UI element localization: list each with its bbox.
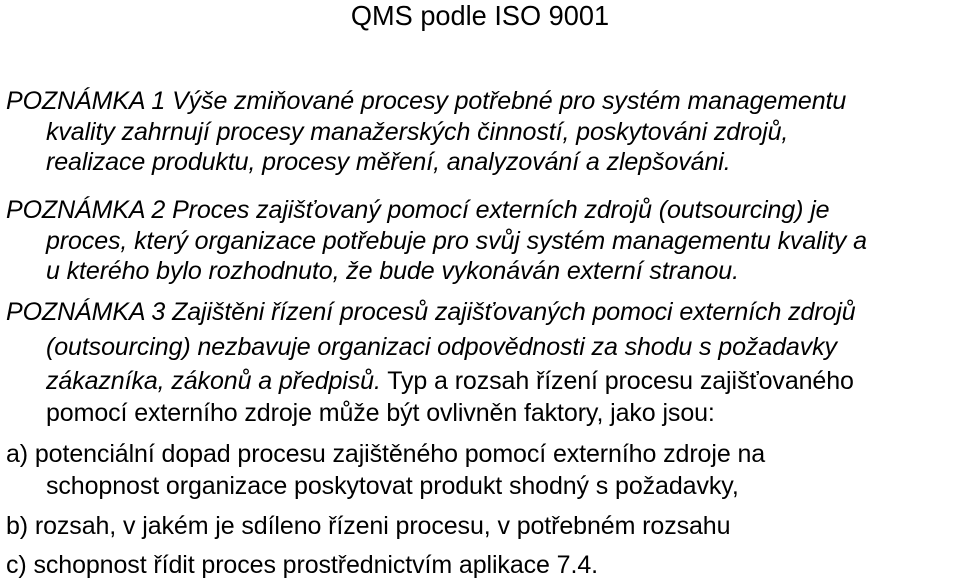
note-3-line-3-italic: zákazníka, zákonů a předpisů. <box>46 367 381 395</box>
note-3-line-2: (outsourcing) nezbavuje organizaci odpovědnosti za shodu s požadavky <box>46 333 837 361</box>
note-3-line-3-upright: Typ a rozsah řízení procesu zajišťovaného <box>380 367 854 395</box>
list-item-a-line-1: a) potenciální dopad procesu zajištěného pomocí externího zdroje na <box>6 440 766 468</box>
note-3-line-3 <box>46 366 854 396</box>
note-2-line-2: proces, který organizace potřebuje pro svůj systém managementu kvality a <box>46 227 867 255</box>
note-2-line-1: POZNÁMKA 2 Proces zajišťovaný pomocí externích zdrojů (outsourcing) je <box>6 196 830 224</box>
list-item-c: c) schopnost řídit proces prostřednictvím aplikace 7.4. <box>6 551 598 579</box>
note-1-line-1: POZNÁMKA 1 Výše zmiňované procesy potřebné pro systém managementu <box>6 87 847 115</box>
note-3-line-4: pomocí externího zdroje může být ovlivněn faktory, jako jsou: <box>46 399 715 427</box>
note-1-line-2: kvality zahrnují procesy manažerských činností, poskytováni zdrojů, <box>46 118 789 146</box>
list-item-b: b) rozsah, v jakém je sdíleno řízeni procesu, v potřebném rozsahu <box>6 512 731 540</box>
note-3-line-1: POZNÁMKA 3 Zajištěni řízení procesů zajišťovaných pomoci externích zdrojů <box>6 298 856 326</box>
note-1-line-3: realizace produktu, procesy měření, analyzování a zlepšováni. <box>46 148 731 176</box>
list-item-a-line-2: schopnost organizace poskytovat produkt shodný s požadavky, <box>46 472 739 500</box>
page-title: QMS podle ISO 9001 <box>350 0 610 31</box>
note-2-line-3: u kterého bylo rozhodnuto, že bude vykonáván externí stranou. <box>46 257 739 285</box>
